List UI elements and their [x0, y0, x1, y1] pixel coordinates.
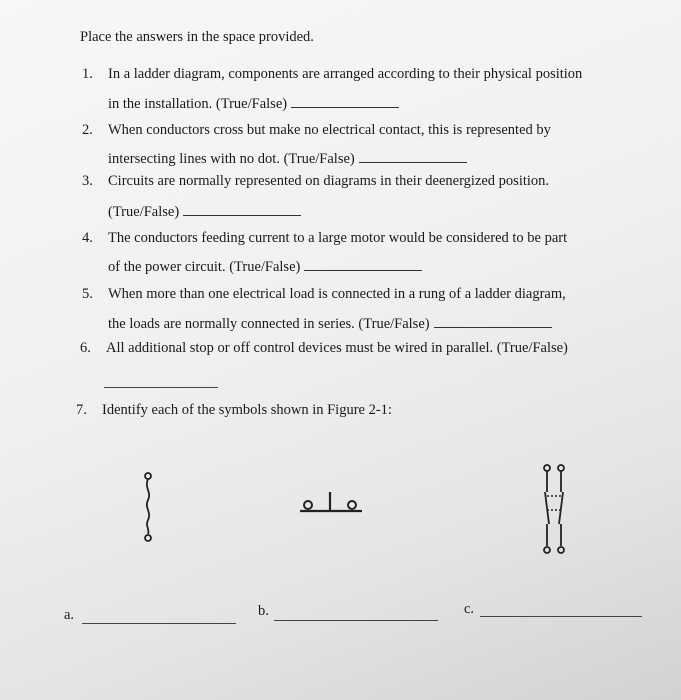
question-6 — [80, 334, 640, 394]
question-4 — [82, 224, 642, 284]
pushbutton-icon — [298, 488, 368, 518]
answer-label-c: c. — [464, 601, 475, 617]
question-number: 4. — [82, 230, 93, 246]
question-text-line: When more than one electrical load is connected in a rung of a ladder diagram, — [108, 286, 566, 302]
question-5 — [82, 280, 642, 340]
question-text-line: in the installation. (True/False) — [108, 96, 288, 112]
question-text-line: Identify each of the symbols shown in Figure 2-1: — [102, 402, 392, 418]
answer-blank[interactable] — [434, 313, 552, 328]
answer-label-b: b. — [258, 603, 269, 619]
answer-blank-c[interactable] — [480, 616, 642, 617]
question-1 — [82, 60, 642, 120]
answer-label-a: a. — [64, 607, 75, 623]
question-text-line: Circuits are normally represented on diagrams in their deenergized position. — [108, 173, 550, 189]
question-text-line: intersecting lines with no dot. (True/False) — [108, 151, 355, 167]
question-text-line: When conductors cross but make no electrical contact, this is represented by — [108, 122, 551, 138]
question-number: 5. — [82, 286, 93, 302]
question-text-line: The conductors feeding current to a large motor would be considered to be part — [108, 230, 568, 246]
question-number: 2. — [82, 122, 93, 138]
answer-blank-b[interactable] — [274, 620, 438, 621]
answer-blank[interactable] — [359, 148, 467, 163]
question-number: 7. — [76, 402, 87, 418]
question-text-line: the loads are normally connected in series. (True/False) — [108, 316, 430, 332]
answer-blank[interactable] — [291, 93, 399, 108]
question-number: 6. — [80, 340, 91, 356]
question-text-line: In a ladder diagram, components are arranged according to their physical position — [108, 66, 583, 82]
answer-blank[interactable] — [104, 387, 218, 388]
answer-blank[interactable] — [183, 201, 301, 216]
question-3 — [82, 167, 642, 227]
question-number: 1. — [82, 66, 93, 82]
answer-blank[interactable] — [304, 256, 422, 271]
double-contact-icon — [538, 462, 578, 562]
question-number: 3. — [82, 173, 93, 189]
question-text-line: of the power circuit. (True/False) — [108, 259, 301, 275]
question-text-line: (True/False) — [108, 204, 180, 220]
question-7 — [76, 396, 636, 426]
instructions: Place the answers in the space provided. — [80, 29, 314, 45]
answer-blank-a[interactable] — [82, 623, 236, 624]
temperature-switch-icon — [138, 468, 162, 548]
question-text-line: All additional stop or off control devices must be wired in parallel. (True/False) — [106, 340, 568, 356]
